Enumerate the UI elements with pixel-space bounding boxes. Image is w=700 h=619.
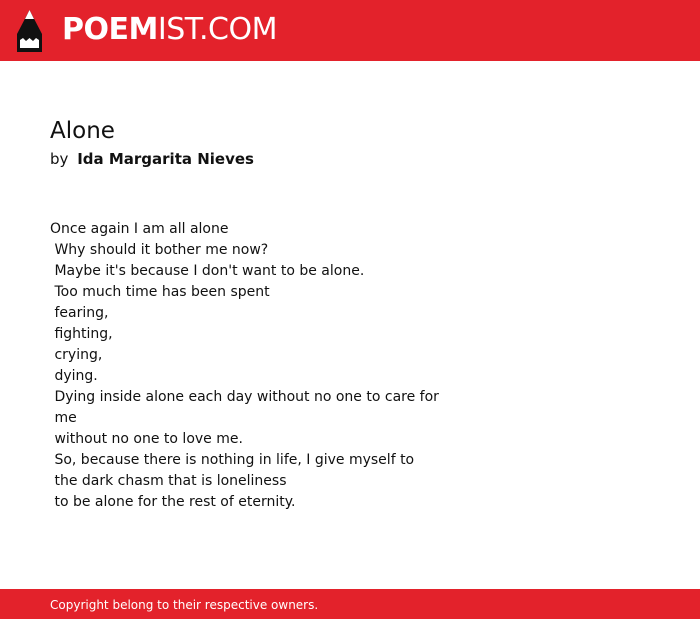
by-label: by <box>50 150 69 168</box>
logo-light-text: IST.COM <box>157 12 277 47</box>
poem-title: Alone <box>50 118 115 144</box>
poem-line: to be alone for the rest of eternity. <box>50 494 296 510</box>
poem-line: the dark chasm that is loneliness <box>50 473 287 489</box>
poem-line: dying. <box>50 368 98 384</box>
poem-line: Dying inside alone each day without no one to care for <box>50 389 439 405</box>
poem-line: Too much time has been spent <box>50 284 270 300</box>
poem-author[interactable]: Ida Margarita Nieves <box>77 150 254 168</box>
poem-line: fearing, <box>50 305 109 321</box>
poem-line: So, because there is nothing in life, I give myself to <box>50 452 415 468</box>
poem-line: Once again I am all alone <box>50 221 229 237</box>
logo-bold-text: POEM <box>62 12 158 47</box>
site-footer <box>0 589 700 619</box>
site-header <box>0 0 700 61</box>
poem-line: Why should it bother me now? <box>50 242 269 258</box>
poem-body <box>50 219 450 513</box>
poem-line: Maybe it's because I don't want to be alone. <box>50 263 365 279</box>
site-logo[interactable] <box>62 12 277 48</box>
poem-byline <box>50 149 254 169</box>
poem-line: me <box>50 410 77 426</box>
poem-line: fighting, <box>50 326 113 342</box>
poem-line: crying, <box>50 347 103 363</box>
copyright-text: Copyright belong to their respective owners. <box>50 598 319 612</box>
pencil-icon[interactable] <box>17 10 42 52</box>
poem-line: without no one to love me. <box>50 431 243 447</box>
